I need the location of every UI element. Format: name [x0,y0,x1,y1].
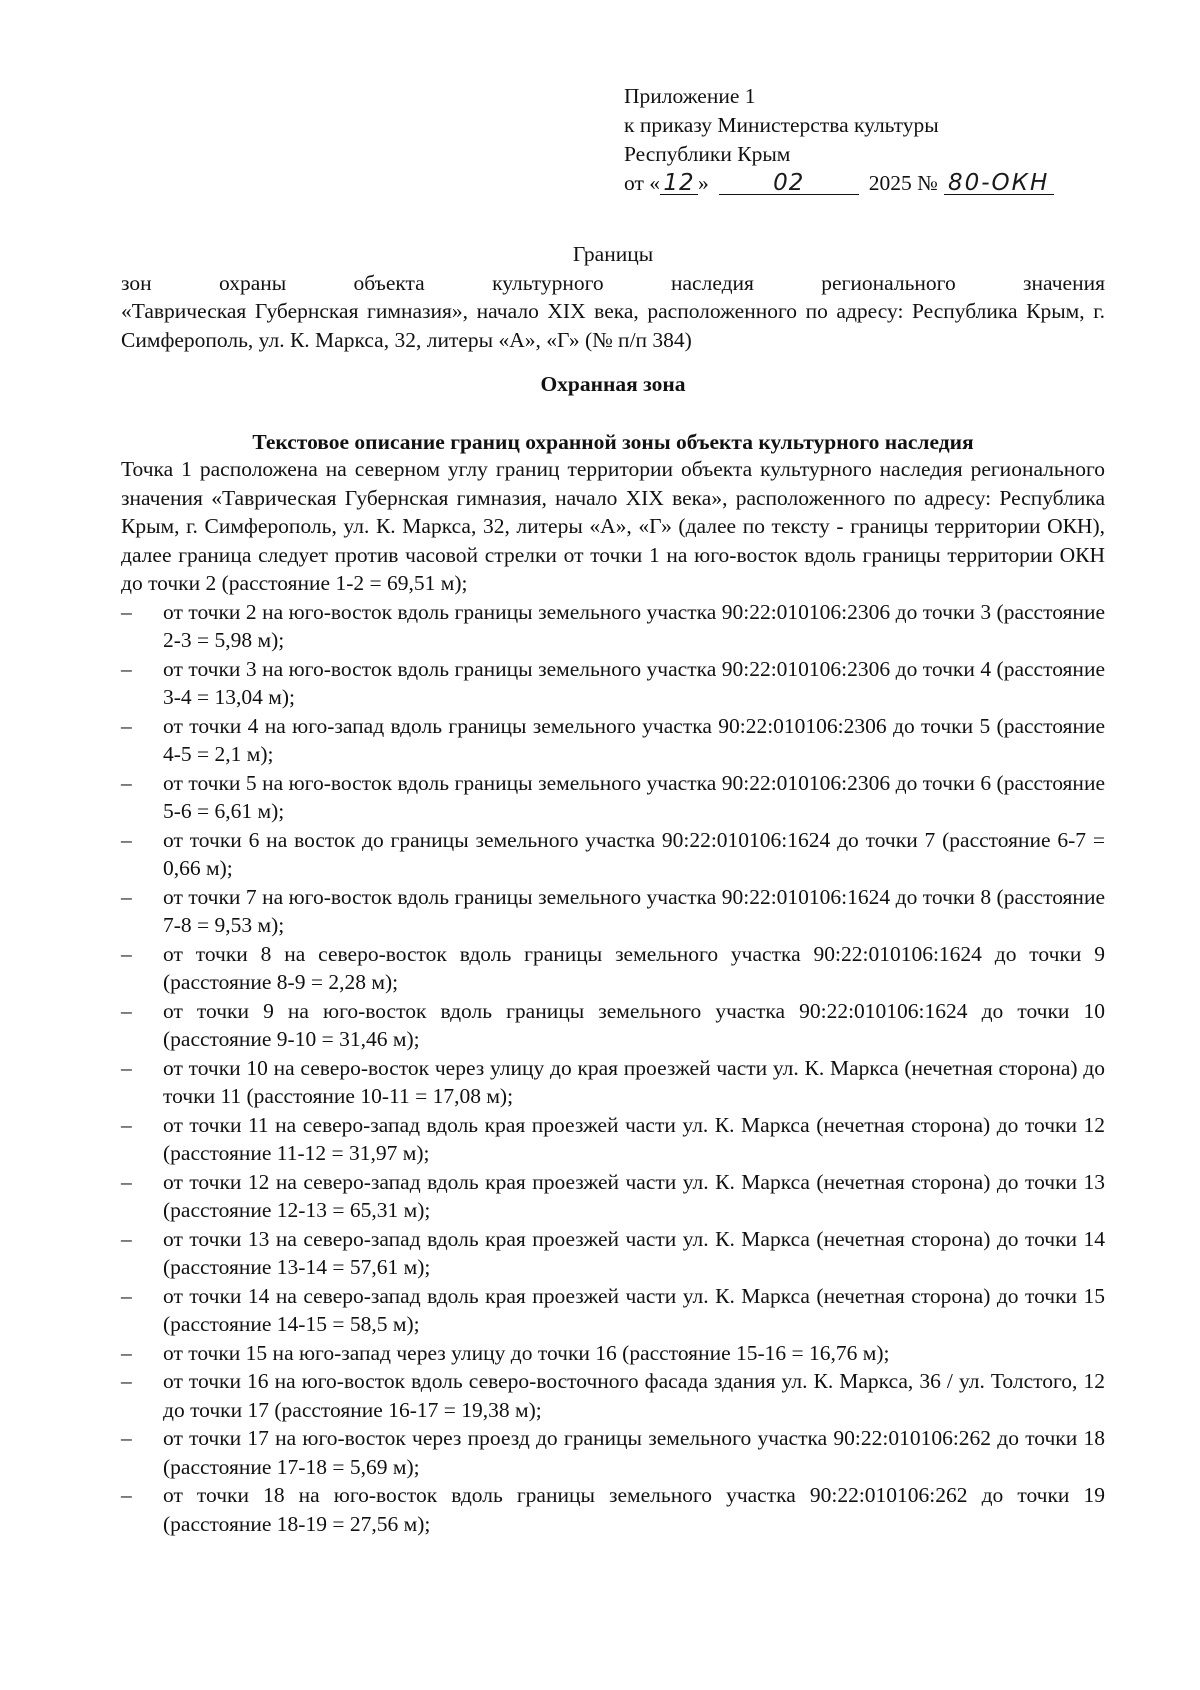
list-item [121,1424,1105,1481]
list-item-text: от точки 15 на юго-запад через улицу до точки 16 (расстояние 15-16 = 16,76 м); [163,1340,890,1365]
date-year-number-label: 2025 № [868,171,938,195]
list-item [121,940,1105,997]
list-item-text: от точки 16 на юго-восток вдоль северо-восточного фасада здания ул. К. Маркса, 36 / ул. Толстого, 12 до точки 17 (расстояние 16-17 = 19,38 м); [163,1369,1105,1422]
dash-bullet: – [121,1369,132,1393]
dash-bullet: – [121,1169,132,1194]
handwritten-order-number: 80-ОКН [944,169,1054,198]
dash-bullet: – [121,713,132,738]
appendix-line-1: Приложение 1 [624,84,756,108]
body-text [121,455,1105,1538]
list-item [121,826,1105,883]
intro-paragraph: Точка 1 расположена на северном углу границ территории объекта культурного наследия регионального значения «Таврическая Губернская гимназия, начало XIX века», расположенного по адресу: Республика Крым, г. Симферополь, ул. К. Маркса, 32, литеры «А», «Г» (далее по тексту - границы территории ОКН), далее граница следует против часовой стрелки от точки 1 на юго-восток вдоль границы территории ОКН до точки 2 (расстояние 1-2 = 69,51 м); [121,457,1105,595]
list-item-text: от точки 9 на юго-восток вдоль границы земельного участка 90:22:010106:1624 до точки 10 (расстояние 9-10 = 31,46 м); [163,998,1105,1051]
appendix-line-2: к приказу Министерства культуры [624,113,939,137]
list-item-text: от точки 11 на северо-запад вдоль края проезжей части ул. К. Маркса (нечетная сторона) до точки 12 (расстояние 11-12 = 31,97 м); [163,1112,1105,1165]
list-item-text: от точки 8 на северо-восток вдоль границы земельного участка 90:22:010106:1624 до точки 9 (расстояние 8-9 = 2,28 м); [163,941,1105,994]
list-item [121,1168,1105,1225]
list-item [121,1367,1105,1424]
handwritten-month: 02 [719,169,859,198]
handwritten-day: 12 [660,169,698,198]
list-item-text: от точки 2 на юго-восток вдоль границы земельного участка 90:22:010106:2306 до точки 3 (расстояние 2-3 = 5,98 м); [163,599,1105,652]
section-heading: Текстовое описание границ охранной зоны объекта культурного наследия [252,430,974,454]
list-item-text: от точки 10 на северо-восток через улицу до края проезжей части ул. К. Маркса (нечетная сторона) до точки 11 (расстояние 10-11 = 17,08 м); [163,1055,1105,1108]
title-line-1: зон охраны объекта культурного наследия регионального значения [121,270,1105,295]
list-item [121,1282,1105,1339]
list-item-text: от точки 18 на юго-восток вдоль границы земельного участка 90:22:010106:262 до точки 19 (расстояние 18-19 = 27,56 м); [163,1483,1105,1536]
dash-bullet: – [121,1283,132,1308]
dash-bullet: – [121,941,132,966]
list-item-text: от точки 5 на юго-восток вдоль границы земельного участка 90:22:010106:2306 до точки 6 (расстояние 5-6 = 6,61 м); [163,770,1105,823]
document-title [121,240,1105,354]
list-item [121,655,1105,712]
list-item-text: от точки 13 на северо-запад вдоль края проезжей части ул. К. Маркса (нечетная сторона) до точки 14 (расстояние 13-14 = 57,61 м); [163,1226,1105,1279]
list-item [121,1111,1105,1168]
list-item [121,769,1105,826]
list-item-text: от точки 6 на восток до границы земельного участка 90:22:010106:1624 до точки 7 (расстояние 6-7 = 0,66 м); [163,827,1105,880]
list-item [121,598,1105,655]
dash-bullet: – [121,599,132,624]
list-item [121,1481,1105,1538]
boundary-list [121,598,1105,1539]
zone-heading: Охранная зона [540,372,686,396]
dash-bullet: – [121,1340,132,1365]
list-item [121,883,1105,940]
dash-bullet: – [121,1426,132,1450]
dash-bullet: – [121,884,132,909]
dash-bullet: – [121,656,132,681]
list-item-text: от точки 4 на юго-запад вдоль границы земельного участка 90:22:010106:2306 до точки 5 (расстояние 4-5 = 2,1 м); [163,713,1105,766]
list-item-text: от точки 17 на юго-восток через проезд до границы земельного участка 90:22:010106:262 до точки 18 (расстояние 17-18 = 5,69 м); [163,1426,1105,1479]
appendix-block [624,82,1124,198]
title-rest: «Таврическая Губернская гимназия», начало XIX века, расположенного по адресу: Республика Крым, г. Симферополь, ул. К. Маркса, 32, литеры «А», «Г» (№ п/п 384) [121,299,1105,352]
title-heading: Границы [572,242,654,266]
appendix-line-3: Республики Крым [624,142,791,166]
list-item-text: от точки 7 на юго-восток вдоль границы земельного участка 90:22:010106:1624 до точки 8 (расстояние 7-8 = 9,53 м); [163,884,1105,937]
list-item [121,1054,1105,1111]
appendix-date-line [624,169,1124,198]
list-item [121,1339,1105,1368]
dash-bullet: – [121,1055,132,1080]
dash-bullet: – [121,1483,132,1507]
dash-bullet: – [121,827,132,852]
dash-bullet: – [121,1226,132,1251]
dash-bullet: – [121,1112,132,1137]
list-item-text: от точки 12 на северо-запад вдоль края проезжей части ул. К. Маркса (нечетная сторона) до точки 13 (расстояние 12-13 = 65,31 м); [163,1169,1105,1222]
list-item [121,712,1105,769]
dash-bullet: – [121,998,132,1023]
date-prefix: от « [624,171,660,195]
list-item [121,997,1105,1054]
list-item [121,1225,1105,1282]
list-item-text: от точки 3 на юго-восток вдоль границы земельного участка 90:22:010106:2306 до точки 4 (расстояние 3-4 = 13,04 м); [163,656,1105,709]
date-day-suffix: » [698,171,709,195]
list-item-text: от точки 14 на северо-запад вдоль края проезжей части ул. К. Маркса (нечетная сторона) до точки 15 (расстояние 14-15 = 58,5 м); [163,1283,1105,1336]
dash-bullet: – [121,770,132,795]
